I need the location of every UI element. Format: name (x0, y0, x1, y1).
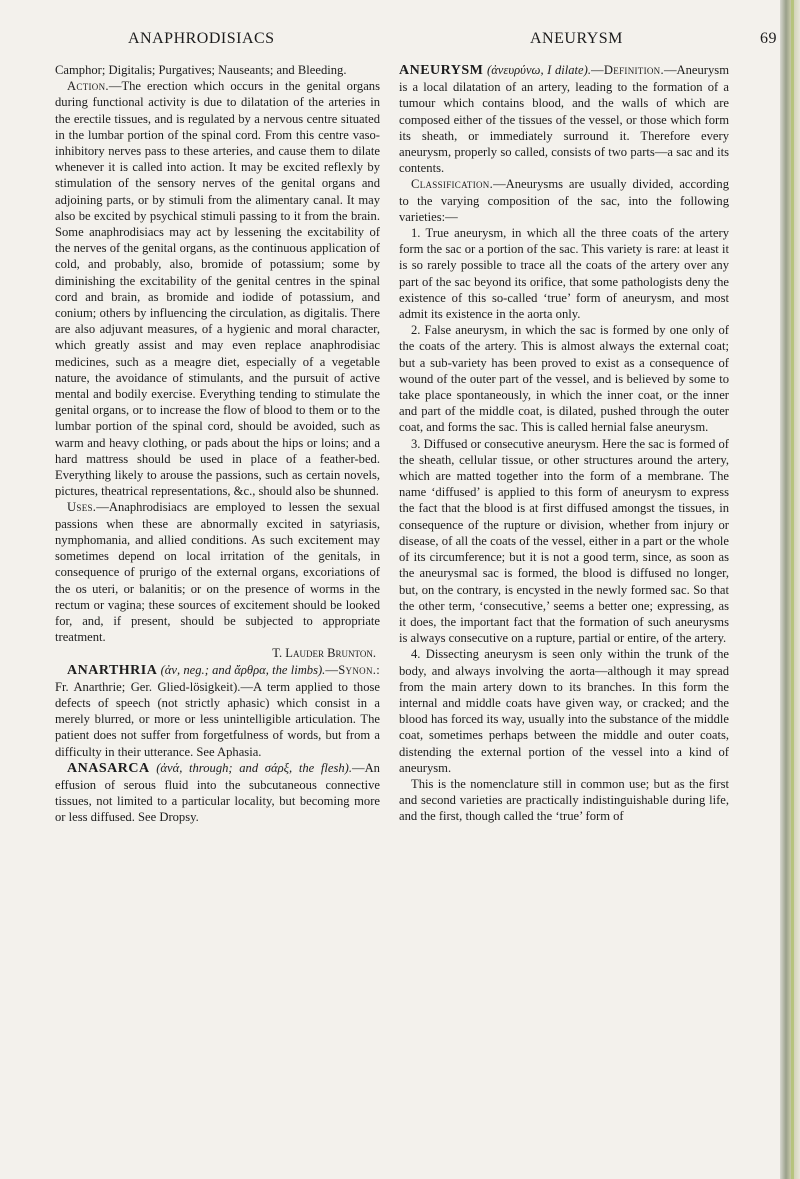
running-header (0, 30, 800, 52)
anasarca-entry (55, 760, 380, 826)
anarthria-etymology: (ἀν, neg.; and ἄρθρα, the limbs). (160, 662, 326, 677)
aneurysm-etymology: (ἀνευρύνω, I dilate). (487, 63, 591, 77)
uses-text: —Anaphrodisiacs are employed to lessen the sexual passions when these are abnormally excited in satyriasis, nymphomania, and allied conditions. As such excitement may sometimes depend on local irritation of the genitals, in consequence of prurigo of the external organs, excoriations of the os uteri, or balanitis; or on the presence of worms in the rectum or vagina; these sources of excitement should be looked for, and, if present, should be subjected to appropriate treatment. (55, 500, 380, 645)
page-edge-stripe (791, 0, 794, 1179)
header-left-title: ANAPHRODISIACS (128, 30, 275, 47)
right-column (399, 62, 729, 825)
anasarca-etymology: (ἀνά, through; and σάρξ, the flesh). (156, 760, 352, 775)
action-label: Action. (67, 79, 109, 94)
page-edge-binding (780, 0, 800, 1179)
anasarca-text: —An effusion of serous fluid into the subcutaneous connective tissues, not limited to a particular locality, but becoming more or less diffused. See Dropsy. (55, 760, 380, 825)
classification-label: Classification. (411, 177, 494, 192)
closing-paragraph: This is the nomenclature still in common use; but as the first and second varieties are practically indistinguishable during life, and the first, though called the ‘true’ form of (399, 776, 729, 824)
anarthria-heading: ANARTHRIA (67, 662, 158, 678)
variety-item-3: 3. Diffused or consecutive aneurysm. Here the sac is formed of the sheath, cellular tissue, or other structures around the artery, which are matted together into the form of a membrane. The name ‘diffused’ is applied to this form of aneurysm to express the fact that the blood is at first diffused amongst the tissues, in consequence of the rupture or division, whether from injury or disease, of all the coats of the vessel, either in a part or the whole of its circumference; but it is not a good term, since, as soon as the aneurysmal sac is formed, the blood is diffused no longer, but, on the contrary, is encysted in the newly formed sac. So that the other term, ‘consecutive,’ seems a better one; expressing, as it does, the important fact that the formation of such aneurysms is always consecutive on a rupture, partial or entire, of the artery. (399, 436, 730, 646)
uses-label: Uses. (67, 500, 97, 515)
variety-item-1: 1. True aneurysm, in which all the three coats of the artery form the sac or a portion of the sac. This variety is rare: at least it is so rarely possible to trace all the coats of the artery over any part of the sac beyond its orifice, that some pathologists deny the existence of this so-called ‘true’ form of aneurysm, and most admit its existence in the aorta only. (399, 226, 729, 322)
anarthria-text: —A term applied to those defects of speech (not strictly aphasic) which consist in a merely blurred, or more or less unintelligible articulation. The patient does not suffer from forgetfulness of words, but from a difficulty in their utterance. See Aphasia. (55, 679, 380, 759)
action-paragraph (55, 78, 380, 499)
uses-paragraph (55, 499, 380, 645)
anasarca-heading: ANASARCA (67, 760, 150, 776)
action-text: —The erection which occurs in the genital organs during functional activity is due to dilatation of the arteries in the erectile tissues, and is regulated by a nervous centre situated in the lumbar portion of the spinal cord. From this centre vaso-inhibitory nerves pass to these arteries, and cause them to dilate whenever it is called into action. It may be excited reflexly by stimulation of the sensory nerves of the genital organs and adjoining parts, or by stimuli from the alimentary canal. It may also be excited by psychical stimuli passing to it from the brain. Some anaphrodisiacs may act by lessening the excitability of the nerves of the genital organs, as the continuous application of cold, and probably, also, bromide of potassium; some by diminishing the excitability of the genital centres in the spinal cord and brain, as bromide and iodide of potassium, and conium; others by influencing the circulation, as digitalis. There are also adjuvant measures, of a hygienic and moral character, which greatly assist and may even replace anaphrodisiac medicines, such as a meagre diet, especially of a vegetable nature, the avoidance of stimulants, and the pursuit of active mental and bodily exercise. Everything tending to stimulate the genital organs, or to increase the flow of blood to them or to the lumbar portion of the spinal cord, should be avoided, such as warm and heavy clothing, or pads about the hips or loins; and a hard mattress should be used in place of a feather-bed. Everything likely to arouse the passions, such as certain novels, pictures, theatrical representations, &c., should also be shunned. (55, 79, 380, 499)
aneurysm-entry (399, 62, 729, 176)
intro-paragraph: Camphor; Digitalis; Purgatives; Nauseants; and Bleeding. (55, 63, 347, 77)
aneurysm-heading: ANEURYSM (399, 63, 484, 78)
definition-text: —Aneurysm is a local dilatation of an artery, leading to the formation of a tumour which contains blood, and the walls of which are composed either of the tissues of the vessel, or those which form its sheath, or immediately surround it. Therefore every aneurysm, properly so called, consists of two parts—a sac and its contents. (399, 63, 729, 176)
anarthria-synonyms: Fr. Anarthrie; Ger. Glied-lösigkeit). (55, 679, 241, 694)
anarthria-synon-label: —Synon.: (325, 662, 380, 677)
anarthria-entry (55, 662, 380, 760)
variety-item-2: 2. False aneurysm, in which the sac is formed by one only of the coats of the artery. This is almost always the external coat; but a sub-variety has been proved to exist as a consequence of wound of the outer part of the vessel, and is believed by some to take place spontaneously, in which the inner coat, or the inner and part of the middle coat, is dilated, pushed through the outer coat, and forms the sac. This is called hernial false aneurysm. (399, 323, 729, 435)
classification-text: —Aneurysms are usually divided, according to the varying composition of the sac, into the following varieties:— (399, 177, 729, 224)
definition-label: —Definition. (591, 63, 664, 77)
variety-item-4: 4. Dissecting aneurysm is seen only within the trunk of the body, and always involving the aorta—although it may spread from the main artery down to its branches. In this form the internal and middle coats have given way, or cracked; and the blood has forced its way, usually into the substance of the middle coat, sometimes perhaps between the middle and outer coats, distending the external portion of the vessel into a kind of aneurysm. (399, 647, 729, 775)
left-column (55, 62, 380, 826)
classification-paragraph (399, 176, 729, 225)
page-number: 69 (760, 30, 777, 47)
header-right-title: ANEURYSM (530, 30, 623, 47)
author-signature: T. Lauder Brunton. (272, 646, 376, 661)
